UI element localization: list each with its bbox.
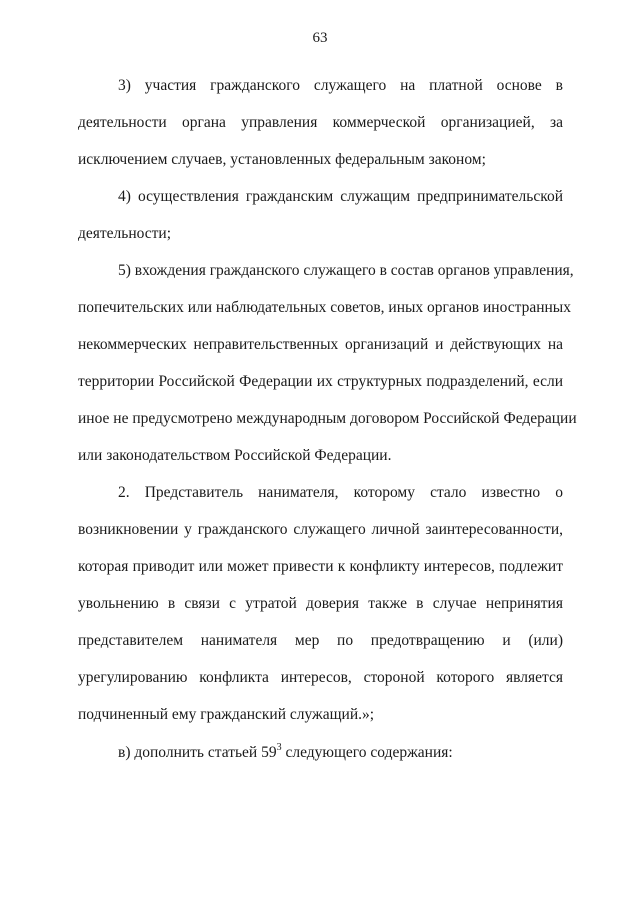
article-superscript: 3 [276, 742, 282, 753]
text-line: 5) вхождения гражданского служащего в состав органов управления, [118, 262, 574, 279]
text-line: 2. Представитель нанимателя, которому стало известно о [118, 484, 563, 501]
text-line: или законодательством Российской Федерации. [78, 447, 392, 464]
text-line: исключением случаев, установленных федеральным законом; [78, 151, 486, 168]
text-line: иное не предусмотрено международным договором Российской Федерации [78, 410, 577, 427]
amendment-text-end: следующего содержания: [281, 744, 453, 761]
text-line: подчиненный ему гражданский служащий.»; [78, 706, 375, 723]
text-line: деятельности; [78, 225, 172, 242]
amendment-text: в) дополнить статьей 59 [118, 744, 277, 761]
text-line: деятельности органа управления коммерческой организацией, за [78, 114, 563, 131]
text-line: попечительских или наблюдательных советов, иных органов иностранных [78, 299, 571, 316]
text-line: некоммерческих неправительственных организаций и действующих на [78, 336, 563, 353]
text-line-amendment [118, 743, 453, 765]
text-line: урегулированию конфликта интересов, стороной которого является [78, 669, 563, 686]
text-line: представителем нанимателя мер по предотвращению и (или) [78, 632, 563, 649]
text-line: 3) участия гражданского служащего на платной основе в [118, 77, 563, 94]
text-line: 4) осуществления гражданским служащим предпринимательской [118, 188, 563, 205]
page-number: 63 [312, 30, 328, 46]
text-line: увольнению в связи с утратой доверия также в случае непринятия [78, 595, 563, 612]
text-line: которая приводит или может привести к конфликту интересов, подлежит [78, 558, 563, 575]
text-line: территории Российской Федерации их структурных подразделений, если [78, 373, 563, 390]
text-line: возникновении у гражданского служащего личной заинтересованности, [78, 521, 563, 538]
